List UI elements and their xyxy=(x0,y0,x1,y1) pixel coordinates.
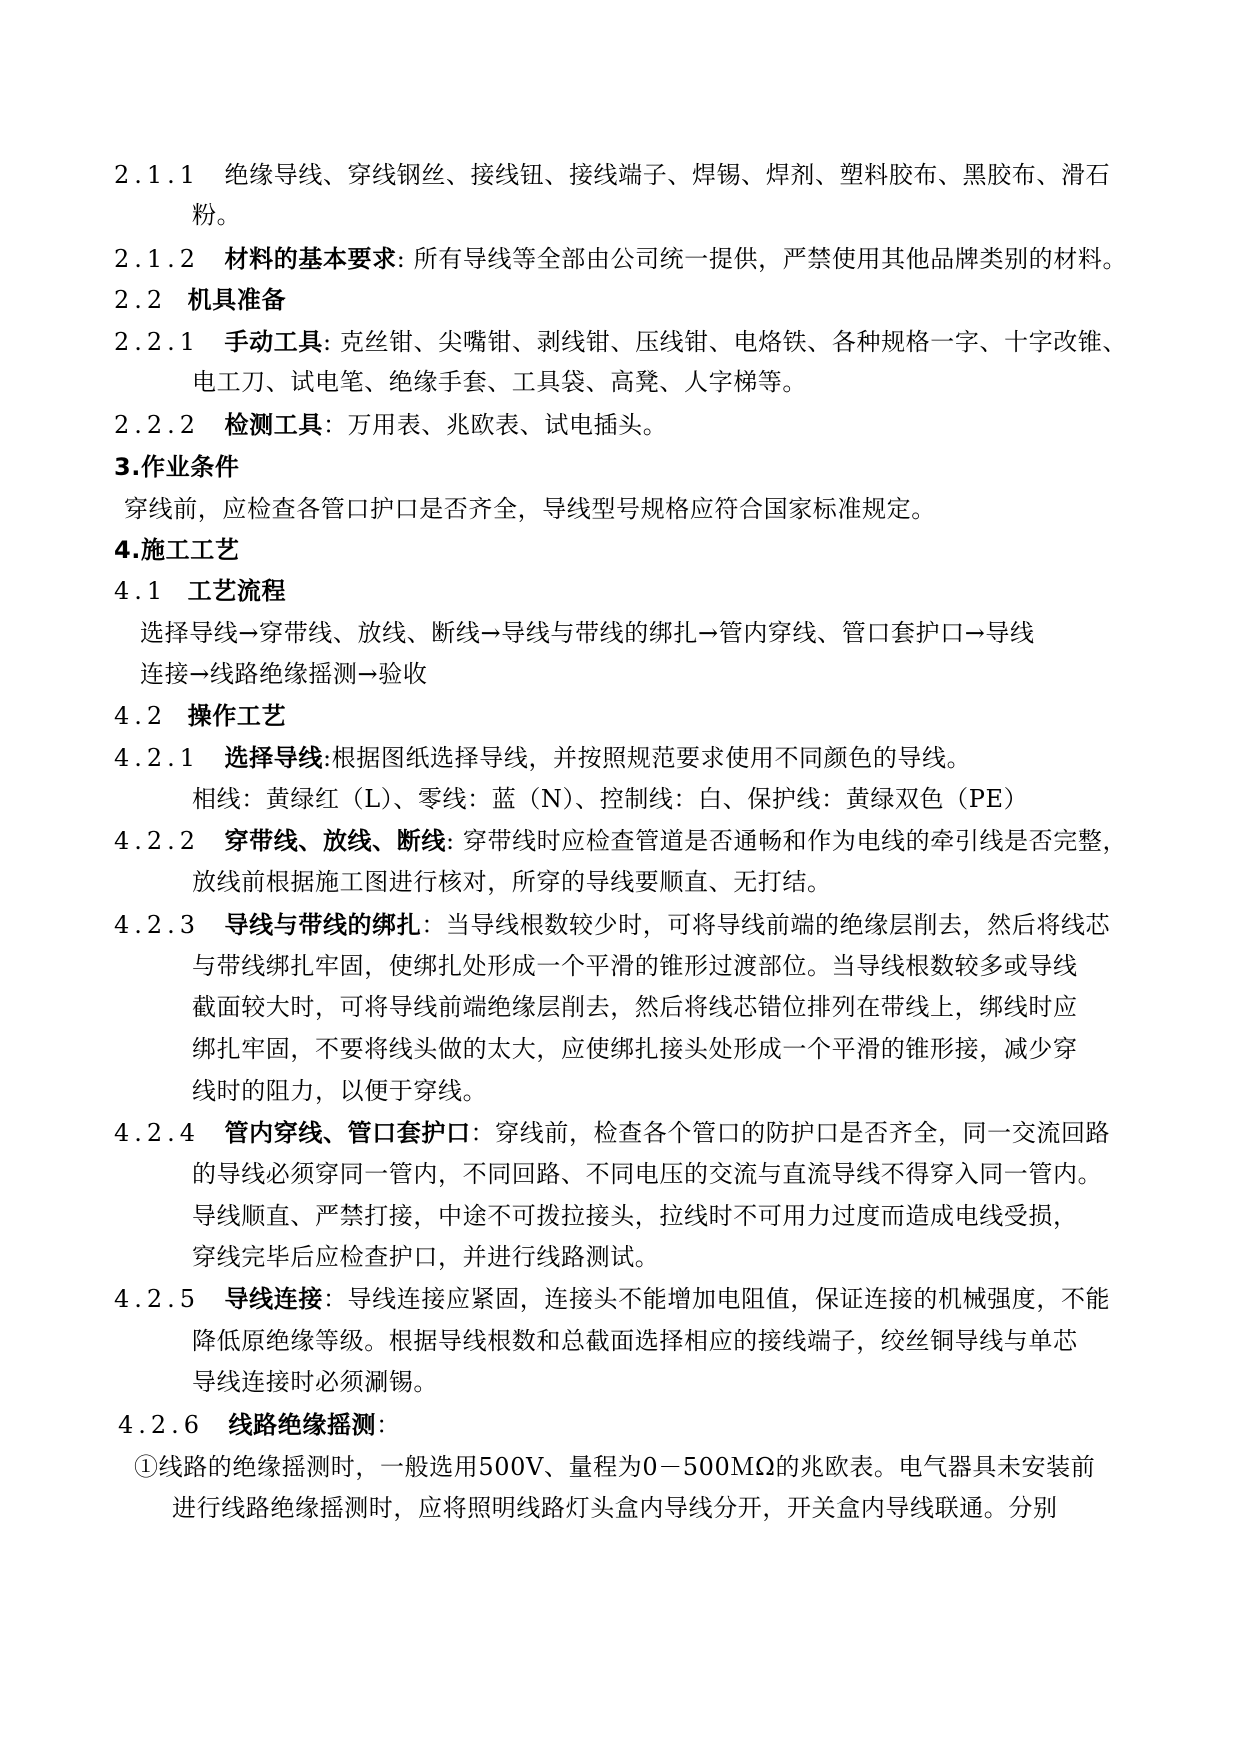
item-text: 与带线绑扎牢固，使绑扎处形成一个平滑的锥形过渡部位。当导线根数较多或导线 xyxy=(192,952,1078,980)
item-heading: 选择导线 xyxy=(224,744,323,772)
item-heading: 线路绝缘摇测 xyxy=(228,1411,377,1439)
item-4-2-5-cont-2 xyxy=(192,1367,438,1397)
item-4-2-3 xyxy=(114,910,1110,940)
item-text: ：穿线前，检查各个管口的防护口是否齐全，同一交流回路 xyxy=(470,1119,1111,1147)
item-number: 4.2.4 xyxy=(114,1119,201,1147)
section-number: 2.2 xyxy=(114,286,168,314)
item-4-2-5 xyxy=(114,1284,1110,1314)
item-text: 导线顺直、严禁打接，中途不可拨拉接头，拉线时不可用力过度而造成电线受损， xyxy=(192,1202,1078,1230)
item-text: ①线路的绝缘摇测时，一般选用500V、量程为0－500ＭΩ的兆欧表。电气器具未安装前 xyxy=(134,1453,1096,1481)
item-heading: 手动工具 xyxy=(224,328,323,356)
section-4 xyxy=(114,535,239,565)
paragraph-text: 穿线前，应检查各管口护口是否齐全，导线型号规格应符合国家标准规定。 xyxy=(124,495,936,523)
item-separator: : xyxy=(322,328,332,356)
item-text: 穿线完毕后应检查护口，并进行线路测试。 xyxy=(192,1243,660,1271)
item-number: 2.2.2 xyxy=(114,411,201,439)
item-text: ：当导线根数较少时，可将导线前端的绝缘层削去，然后将线芯 xyxy=(421,911,1111,939)
item-4-2-1-cont xyxy=(192,784,1028,814)
item-text: ：万用表、兆欧表、试电插头。 xyxy=(322,411,668,439)
item-4-2-1 xyxy=(114,743,971,773)
item-text: 截面较大时，可将导线前端绝缘层削去，然后将线芯错位排列在带线上，绑线时应 xyxy=(192,993,1078,1021)
flow-text: 选择导线→穿带线、放线、断线→导线与带线的绑扎→管内穿线、管口套护口→导线 xyxy=(140,619,1035,647)
item-4-2-4-cont-2 xyxy=(192,1201,1078,1231)
item-text: 进行线路绝缘摇测时，应将照明线路灯头盒内导线分开，开关盒内导线联通。分别 xyxy=(172,1494,1058,1522)
section-number: 4.1 xyxy=(114,577,168,605)
item-heading: 穿带线、放线、断线 xyxy=(224,827,446,855)
item-text: ： xyxy=(376,1411,401,1439)
item-text: 克丝钳、尖嘴钳、剥线钳、压线钳、电烙铁、各种规格一字、十字改锥、 xyxy=(339,328,1128,356)
section-heading: 操作工艺 xyxy=(187,702,287,730)
section-2-2 xyxy=(114,285,286,315)
item-4-2-2 xyxy=(114,826,1127,856)
item-4-2-3-cont-2 xyxy=(192,992,1078,1022)
item-text: 电工刀、试电笔、绝缘手套、工具袋、高凳、人字梯等。 xyxy=(192,368,807,396)
item-number: 2.2.1 xyxy=(114,328,201,356)
item-heading: 检测工具 xyxy=(224,411,323,439)
section-number: 4.2 xyxy=(114,702,168,730)
section-4-1 xyxy=(114,576,286,606)
item-text: 线时的阻力，以便于穿线。 xyxy=(192,1077,488,1105)
item-2-2-1-cont xyxy=(192,367,807,397)
item-number: 2.1.1 xyxy=(114,161,201,189)
item-text: 放线前根据施工图进行核对，所穿的导线要顺直、无打结。 xyxy=(192,868,832,896)
item-4-2-5-cont-1 xyxy=(192,1326,1078,1356)
item-4-2-2-cont xyxy=(192,867,832,897)
item-4-2-4 xyxy=(114,1118,1110,1148)
section-heading: 4.施工工艺 xyxy=(114,536,240,564)
item-text: 粉。 xyxy=(192,201,242,229)
item-4-2-3-cont-3 xyxy=(192,1034,1078,1064)
item-4-2-4-cont-1 xyxy=(192,1159,1102,1189)
item-number: 4.2.6 xyxy=(118,1411,205,1439)
item-number: 4.2.1 xyxy=(114,744,201,772)
flow-line-2 xyxy=(140,659,427,689)
item-text: 穿带线时应检查管道是否通畅和作为电线的牵引线是否完整， xyxy=(462,827,1128,855)
item-4-2-4-cont-3 xyxy=(192,1242,659,1272)
item-heading: 材料的基本要求 xyxy=(224,245,397,273)
item-heading: 导线与带线的绑扎 xyxy=(224,911,422,939)
item-4-2-6 xyxy=(118,1410,401,1440)
section-heading: 3.作业条件 xyxy=(114,453,240,481)
item-2-1-1 xyxy=(114,160,1110,190)
section-heading: 工艺流程 xyxy=(187,577,287,605)
item-text: 绝缘导线、穿线钢丝、接线钮、接线端子、焊锡、焊剂、塑料胶布、黑胶布、滑石 xyxy=(224,161,1111,189)
item-separator: : xyxy=(445,827,455,855)
item-number: 4.2.2 xyxy=(114,827,201,855)
item-4-2-6-point-1 xyxy=(134,1452,1095,1482)
item-number: 4.2.3 xyxy=(114,911,201,939)
item-heading: 导线连接 xyxy=(224,1285,323,1313)
item-text: 绑扎牢固，不要将线头做的太大，应使绑扎接头处形成一个平滑的锥形接，减少穿 xyxy=(192,1035,1078,1063)
section-heading: 机具准备 xyxy=(187,286,287,314)
item-2-1-1-cont xyxy=(192,200,241,230)
item-text: 相线：黄绿红（L）、零线：蓝（N）、控制线：白、保护线：黄绿双色（PE） xyxy=(192,785,1029,813)
item-text: ：导线连接应紧固，连接头不能增加电阻值，保证连接的机械强度，不能 xyxy=(322,1285,1111,1313)
item-4-2-6-point-1-cont xyxy=(172,1493,1058,1523)
paragraph-3 xyxy=(124,494,936,524)
item-heading: 管内穿线、管口套护口 xyxy=(224,1119,471,1147)
flow-line-1 xyxy=(140,618,1035,648)
item-number: 2.1.2 xyxy=(114,245,201,273)
item-2-2-2 xyxy=(114,410,667,440)
section-3 xyxy=(114,452,239,482)
item-2-1-2 xyxy=(114,244,1127,274)
item-text: 导线连接时必须涮锡。 xyxy=(192,1368,438,1396)
item-text: 所有导线等全部由公司统一提供，严禁使用其他品牌类别的材料。 xyxy=(413,245,1128,273)
item-text: :根据图纸选择导线，并按照规范要求使用不同颜色的导线。 xyxy=(322,744,972,772)
item-2-2-1 xyxy=(114,327,1127,357)
item-text: 降低原绝缘等级。根据导线根数和总截面选择相应的接线端子，绞丝铜导线与单芯 xyxy=(192,1327,1078,1355)
item-4-2-3-cont-1 xyxy=(192,951,1078,981)
section-4-2 xyxy=(114,701,286,731)
item-separator: : xyxy=(396,245,406,273)
flow-text: 连接→线路绝缘摇测→验收 xyxy=(140,660,428,688)
item-number: 4.2.5 xyxy=(114,1285,201,1313)
item-text: 的导线必须穿同一管内，不同回路、不同电压的交流与直流导线不得穿入同一管内。 xyxy=(192,1160,1103,1188)
item-4-2-3-cont-4 xyxy=(192,1076,487,1106)
